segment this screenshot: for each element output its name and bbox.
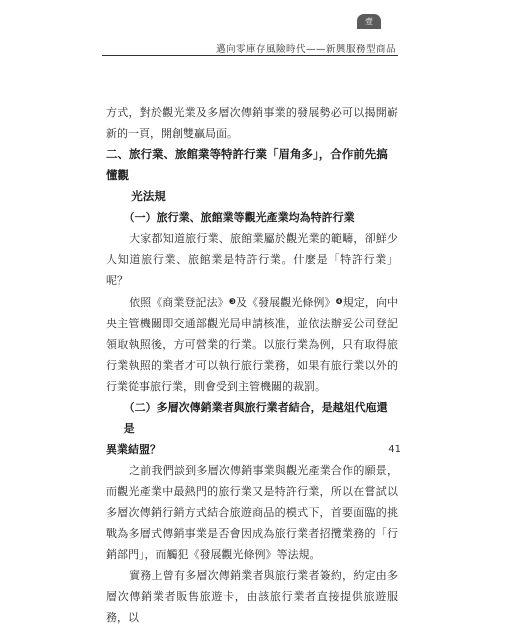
header-rule xyxy=(102,55,398,56)
subsection-heading-1: （一）旅行業、旅館業等觀光產業均為特許行業 xyxy=(123,211,355,224)
chapter-tab-marker: 壹 xyxy=(357,14,381,29)
paragraph-cooperation: 之前我們談到多層次傳銷事業與觀光產業合作的願景，而觀光產業中最熱門的旅行業又是特許行業，所以在嘗試以多層次傳銷行銷方式結合旅遊商品的模式下，首要面臨的挑戰為多層式傳銷事業是否會因成為旅行業者招攬業務的「行銷部門」，而觸犯《發展觀光條例》等法規。 xyxy=(106,464,398,561)
footnote-marker-4: ❹ xyxy=(335,297,343,306)
running-head: 邁向零庫存風險時代——新興服務型商品 xyxy=(215,44,396,55)
section-heading xyxy=(106,144,398,207)
regulation-text-c: 規定，向中央主管機關即交通部觀光局申請核准，並依法辦妥公司登記領取執照後，方可營業的行業。以旅行業為例，只有取得旅行業執照的業者才可以執行旅行業務，如果有旅行業以外的行業從事旅行業，則會受到主管機關的裁罰。 xyxy=(106,296,399,393)
paragraph-special-industry: 大家都知道旅行業、旅館業屬於觀光業的範疇，卻鮮少人知道旅行業、旅館業是特許行業。什麼是「特許行業」呢？ xyxy=(106,232,398,287)
body-text xyxy=(106,102,398,628)
subsection-heading-2 xyxy=(106,397,398,460)
page-number: 41 xyxy=(388,444,401,455)
paragraph-continued: 方式，對於觀光業及多層次傳銷事業的發展勢必可以揭開嶄新的一頁，開創雙贏局面。 xyxy=(106,106,398,140)
subsection-heading-2-line2: 異業結盟？ xyxy=(106,443,161,456)
footnote-marker-3: ❸ xyxy=(228,297,236,306)
subsection-heading-2-line1: （二）多層次傳銷業者與旅行業者結合，是越俎代庖還是 xyxy=(123,401,388,435)
regulation-text-b: 及《發展觀光條例》 xyxy=(235,296,336,309)
paragraph-practice: 實務上曾有多層次傳銷業者與旅行業者簽約，約定由多層次傳銷業者販售旅遊卡，由該旅行業者直接提供旅遊服務，以 xyxy=(106,569,398,624)
regulation-text-a: 依照《商業登記法》 xyxy=(129,296,229,309)
paragraph-regulation xyxy=(106,291,398,397)
section-heading-line1: 二、旅行業、旅館業等特許行業「眉角多」，合作前先搞懂觀 xyxy=(106,147,388,182)
section-heading-line2: 光法規 xyxy=(131,189,166,203)
